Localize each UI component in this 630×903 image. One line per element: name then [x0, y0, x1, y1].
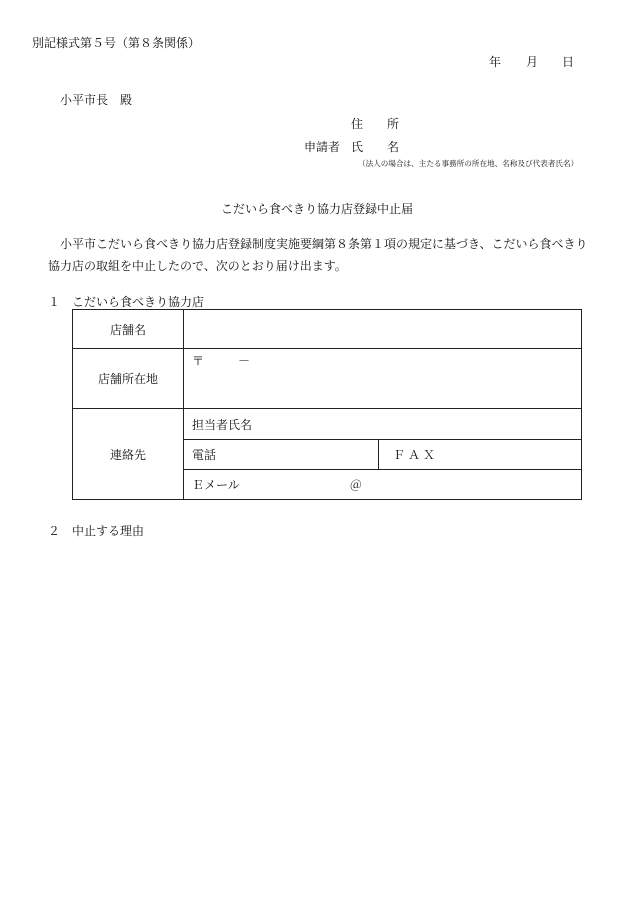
- contact-label: 連絡先: [73, 409, 184, 500]
- person-field[interactable]: [184, 409, 582, 440]
- table-row: [73, 310, 582, 349]
- table-row: [73, 349, 582, 409]
- section1-heading: １ こだいら食べきり協力店: [48, 295, 205, 309]
- fax-field[interactable]: [379, 440, 582, 470]
- address-label: 住 所: [351, 117, 400, 131]
- date-month-label: 月: [526, 55, 539, 69]
- applicant-prefix: 申請者: [304, 140, 341, 154]
- phone-label: 電話: [192, 448, 217, 462]
- phone-field[interactable]: [184, 440, 379, 470]
- table-row: [73, 409, 582, 440]
- postal-mark: 〒: [192, 354, 205, 368]
- store-address-field[interactable]: [184, 349, 582, 409]
- document-title: こだいら食べきり協力店登録中止届: [221, 202, 414, 216]
- name-label: 氏 名: [351, 140, 400, 154]
- body-paragraph: 小平市こだいら食べきり協力店登録制度実施要綱第８条第１項の規定に基づき、こだいら食べきり協力店の取組を中止したので、次のとおり届け出ます。: [48, 237, 588, 273]
- store-name-label: 店舗名: [73, 310, 184, 349]
- email-field[interactable]: [184, 470, 582, 500]
- store-name-field[interactable]: [184, 310, 582, 349]
- date-year-label: 年: [489, 55, 502, 69]
- addressee: 小平市長 殿: [60, 93, 133, 107]
- email-label: Ｅメール: [192, 478, 240, 492]
- email-at-sign: ＠: [349, 478, 362, 492]
- section2-heading: ２ 中止する理由: [48, 524, 145, 538]
- corporation-note: （法人の場合は、主たる事務所の所在地、名称及び代表者氏名）: [358, 159, 579, 168]
- store-info-table: [72, 309, 582, 500]
- person-label: 担当者氏名: [192, 417, 253, 432]
- store-address-label: 店舗所在地: [73, 349, 184, 409]
- fax-label: ＦＡＸ: [393, 448, 439, 462]
- date-day-label: 日: [562, 55, 575, 69]
- form-number: 別記様式第５号（第８条関係）: [32, 36, 201, 50]
- postal-dash: －: [238, 354, 251, 368]
